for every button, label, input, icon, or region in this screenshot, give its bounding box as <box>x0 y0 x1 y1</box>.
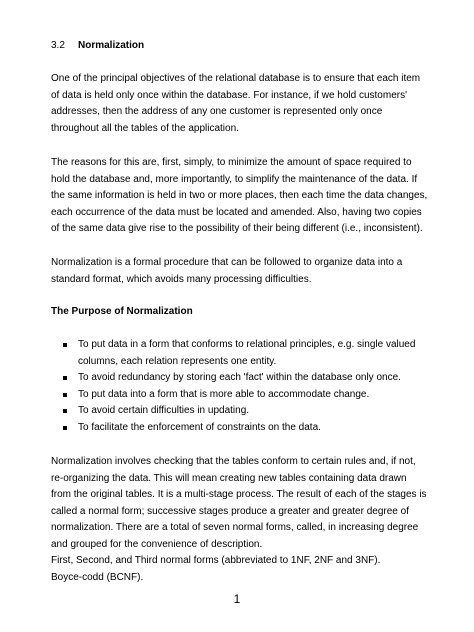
list-item <box>63 370 423 387</box>
list-item-text: To put data in a form that conforms to relational principles, e.g. single valued columns, each relation represents one entity. <box>78 339 416 367</box>
page-number: 1 <box>233 592 241 606</box>
square-bullet-icon <box>63 393 67 397</box>
list-item <box>63 420 423 437</box>
square-bullet-icon <box>63 343 67 347</box>
list-item-text: To facilitate the enforcement of constraints on the data. <box>78 421 321 433</box>
square-bullet-icon <box>63 409 67 413</box>
list-item <box>63 403 423 420</box>
list-item-text: To avoid certain difficulties in updating. <box>78 405 250 417</box>
square-bullet-icon <box>63 376 67 380</box>
list-item <box>63 337 423 370</box>
section-title: Normalization <box>78 40 145 51</box>
paragraph-objectives: One of the principal objectives of the relational database is to ensure that each item of data is held only once within the database. For instance, if we hold customers' addresses, then the address of any one customer is represented only once throughout all the tables of the application. <box>51 73 421 134</box>
section-number: 3.2 <box>51 40 65 51</box>
bcnf-line: Boyce-codd (BCNF). <box>51 572 144 583</box>
paragraph-definition: Normalization is a formal procedure that can be followed to organize data into a standard format, which avoids many processing difficulties. <box>51 257 403 285</box>
list-item <box>63 387 423 404</box>
paragraph-process: Normalization involves checking that the tables conform to certain rules and, if not, re-organizing the data. This will mean creating new tables containing data drawn from the original tables. It is a multi-stage process. The result of each of the stages is called a normal form; successive stages produce a greater and greater degree of normalization. There are a total of seven normal forms, called, in increasing degree and grouped for the convenience of description. <box>51 456 427 550</box>
section-heading <box>51 38 144 55</box>
square-bullet-icon <box>63 426 67 430</box>
purpose-heading: The Purpose of Normalization <box>51 306 193 317</box>
list-item-text: To put data into a form that is more able to accommodate change. <box>78 388 370 400</box>
normal-forms-line: First, Second, and Third normal forms (abbreviated to 1NF, 2NF and 3NF). <box>51 555 381 566</box>
purpose-list <box>63 337 423 437</box>
list-item-text: To avoid redundancy by storing each 'fact' within the database only once. <box>78 372 401 384</box>
paragraph-reasons: The reasons for this are, first, simply, to minimize the amount of space required to hold the database and, more importantly, to simplify the maintenance of the data. If the same information is held in two or more places, then each time the data changes, each occurrence of the data must be located and amended. Also, having two copies of the same data give rise to the possibility of their being different (i.e., inconsistent). <box>51 157 428 235</box>
